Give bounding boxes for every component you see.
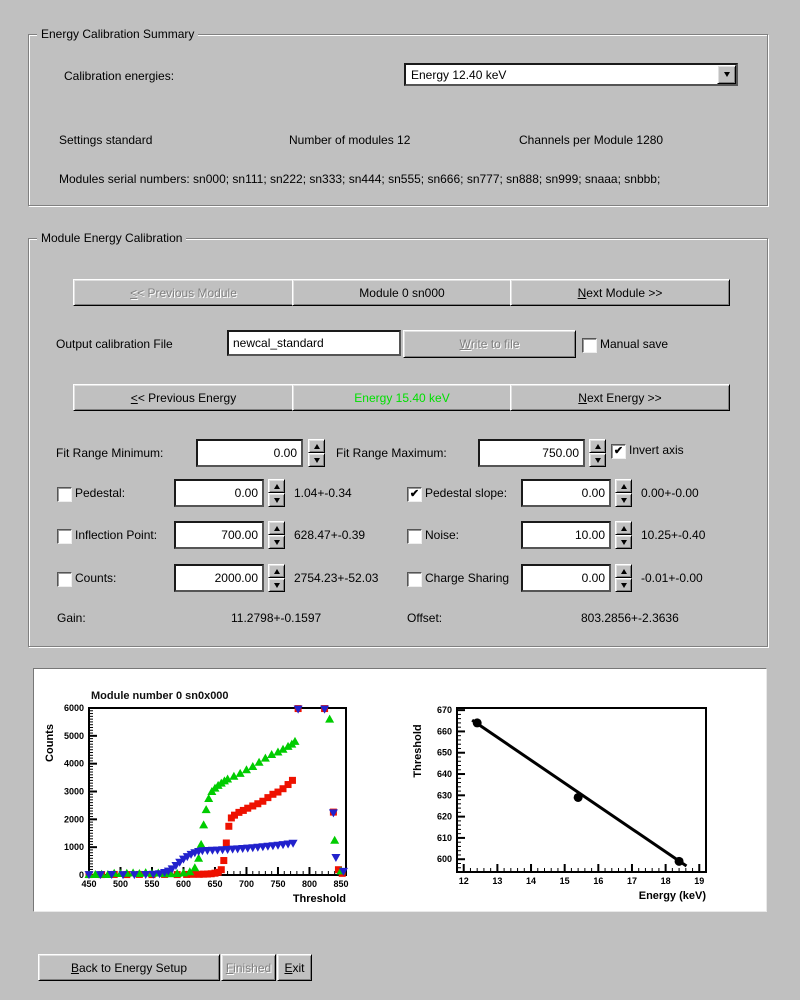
- svg-text:620: 620: [436, 811, 452, 822]
- svg-text:0: 0: [78, 870, 84, 880]
- calibration-energies-label: Calibration energies:: [64, 69, 175, 83]
- chevron-down-icon: [621, 498, 627, 503]
- spin-down-button[interactable]: [268, 493, 285, 507]
- svg-text:14: 14: [526, 876, 537, 886]
- inflection-point-result: 628.47+-0.39: [294, 528, 366, 542]
- offset-label: Offset:: [407, 611, 443, 625]
- next-module-button[interactable]: N ext Module >>: [510, 279, 730, 306]
- pedestal-slope-checkbox[interactable]: ✔: [407, 487, 422, 502]
- back-to-energy-setup-button[interactable]: B ack to Energy Setup: [38, 954, 220, 981]
- spin-down-button[interactable]: [308, 453, 325, 467]
- noise-spinner[interactable]: [615, 521, 632, 549]
- module-serial-numbers-text: Modules serial numbers: sn000; sn111; sn222; sn333; sn444; sn555; sn666; sn777; sn888; sn999; snaaa; snbbb;: [59, 172, 661, 186]
- pedestal-label: Pedestal:: [75, 486, 126, 500]
- svg-text:19: 19: [694, 876, 705, 886]
- gain-value: 11.2798+-0.1597: [231, 611, 322, 625]
- chevron-up-icon: [621, 484, 627, 489]
- svg-text:630: 630: [436, 790, 452, 801]
- charge-sharing-checkbox[interactable]: [407, 572, 422, 587]
- svg-text:Counts: Counts: [44, 724, 56, 762]
- spin-down-button[interactable]: [615, 535, 632, 549]
- exit-button[interactable]: E xit: [277, 954, 312, 981]
- chevron-down-icon: [314, 458, 320, 463]
- svg-text:800: 800: [301, 879, 317, 889]
- inflection-point-label: Inflection Point:: [75, 528, 158, 542]
- noise-input[interactable]: [521, 521, 611, 549]
- spin-up-button[interactable]: [615, 564, 632, 578]
- svg-text:2000: 2000: [63, 814, 84, 825]
- group-title: Energy Calibration Summary: [37, 27, 198, 42]
- previous-module-button: < < Previous Module: [73, 279, 294, 306]
- svg-text:450: 450: [81, 879, 97, 889]
- charge-sharing-label: Charge Sharing: [425, 571, 510, 585]
- spin-up-button[interactable]: [268, 521, 285, 535]
- svg-text:660: 660: [436, 726, 452, 737]
- write-to-file-button: W rite to file: [403, 330, 576, 358]
- chevron-up-icon: [274, 569, 280, 574]
- counts-label: Counts:: [75, 571, 117, 585]
- counts-checkbox[interactable]: [57, 572, 72, 587]
- chevron-up-icon: [621, 569, 627, 574]
- fit-range-minimum-input[interactable]: [196, 439, 303, 467]
- chevron-up-icon: [595, 444, 601, 449]
- svg-text:3000: 3000: [63, 786, 84, 797]
- spin-up-button[interactable]: [268, 564, 285, 578]
- svg-text:Energy (keV): Energy (keV): [638, 890, 706, 902]
- pedestal-checkbox[interactable]: [57, 487, 72, 502]
- svg-text:Module number 0 sn0x000: Module number 0 sn0x000: [91, 690, 229, 702]
- chevron-down-icon: [621, 583, 627, 588]
- svg-text:750: 750: [270, 879, 286, 889]
- spin-up-button[interactable]: [268, 479, 285, 493]
- chevron-down-icon: [274, 540, 280, 545]
- svg-text:550: 550: [144, 879, 160, 889]
- svg-text:600: 600: [175, 879, 192, 889]
- svg-text:650: 650: [207, 879, 223, 889]
- spin-down-button[interactable]: [615, 493, 632, 507]
- pedestal-spinner[interactable]: [268, 479, 285, 507]
- invert-axis-label: Invert axis: [629, 443, 684, 457]
- svg-text:Threshold: Threshold: [292, 893, 346, 905]
- noise-checkbox[interactable]: [407, 529, 422, 544]
- chevron-down-icon: [724, 72, 730, 77]
- chevron-down-icon: [274, 498, 280, 503]
- output-calibration-file-label: Output calibration File: [56, 337, 173, 351]
- spin-down-button[interactable]: [268, 578, 285, 592]
- spin-up-button[interactable]: [615, 521, 632, 535]
- chevron-up-icon: [621, 526, 627, 531]
- inflection-point-spinner[interactable]: [268, 521, 285, 549]
- svg-text:6000: 6000: [63, 703, 84, 713]
- manual-save-label: Manual save: [600, 337, 669, 351]
- charge-sharing-input[interactable]: [521, 564, 611, 592]
- svg-text:610: 610: [436, 832, 452, 843]
- counts-result: 2754.23+-52.03: [294, 571, 379, 585]
- svg-text:670: 670: [436, 705, 452, 716]
- svg-text:850: 850: [333, 879, 349, 889]
- svg-text:18: 18: [660, 876, 671, 886]
- number-of-modules-text: Number of modules 12: [289, 133, 411, 147]
- channels-per-module-text: Channels per Module 1280: [519, 133, 664, 147]
- spin-up-button[interactable]: [589, 439, 606, 453]
- module-energy-calibration-group: [28, 231, 768, 647]
- pedestal-result: 1.04+-0.34: [294, 486, 352, 500]
- svg-text:650: 650: [436, 747, 452, 758]
- chevron-down-icon: [595, 458, 601, 463]
- gain-label: Gain:: [57, 611, 86, 625]
- energy-calibration-summary-group: [28, 27, 768, 206]
- svg-text:13: 13: [492, 876, 503, 886]
- current-energy-button[interactable]: Energy 15.40 keV: [292, 384, 512, 411]
- svg-text:1000: 1000: [63, 842, 84, 853]
- svg-text:700: 700: [238, 879, 254, 889]
- noise-label: Noise:: [425, 528, 460, 542]
- current-module-button[interactable]: Module 0 sn000: [292, 279, 512, 306]
- manual-save-checkbox[interactable]: [582, 338, 597, 353]
- group-title: Module Energy Calibration: [37, 231, 186, 246]
- svg-text:640: 640: [436, 769, 452, 780]
- fit-range-maximum-label: Fit Range Maximum:: [336, 446, 447, 460]
- fit-range-maximum-input[interactable]: [478, 439, 585, 467]
- noise-result: 10.25+-0.40: [641, 528, 706, 542]
- pedestal-slope-label: Pedestal slope:: [425, 486, 508, 500]
- calibration-energy-value: Energy 12.40 keV: [411, 67, 507, 82]
- pedestal-input[interactable]: [174, 479, 264, 507]
- svg-text:600: 600: [436, 854, 452, 865]
- fit-range-maximum-spinner[interactable]: [589, 439, 606, 467]
- previous-energy-button[interactable]: < < Previous Energy: [73, 384, 294, 411]
- output-file-input[interactable]: [227, 330, 401, 356]
- charge-sharing-spinner[interactable]: [615, 564, 632, 592]
- inflection-point-input[interactable]: [174, 521, 264, 549]
- charge-sharing-result: -0.01+-0.00: [641, 571, 703, 585]
- fit-range-minimum-spinner[interactable]: [308, 439, 325, 467]
- spin-down-button[interactable]: [589, 453, 606, 467]
- chevron-up-icon: [274, 526, 280, 531]
- offset-value: 803.2856+-2.3636: [581, 611, 679, 625]
- pedestal-slope-spinner[interactable]: [615, 479, 632, 507]
- svg-text:Threshold: Threshold: [412, 724, 424, 778]
- chevron-down-icon: [621, 540, 627, 545]
- spin-down-button[interactable]: [268, 535, 285, 549]
- svg-text:16: 16: [593, 876, 604, 886]
- spin-down-button[interactable]: [615, 578, 632, 592]
- settings-text: Settings standard: [59, 133, 153, 147]
- counts-spinner[interactable]: [268, 564, 285, 592]
- svg-text:17: 17: [626, 876, 637, 886]
- svg-text:12: 12: [458, 876, 469, 886]
- counts-input[interactable]: [174, 564, 264, 592]
- fit-range-minimum-label: Fit Range Minimum:: [56, 446, 164, 460]
- svg-text:15: 15: [559, 876, 570, 886]
- plots-panel: [33, 668, 767, 912]
- next-energy-button[interactable]: N ext Energy >>: [510, 384, 730, 411]
- chevron-up-icon: [274, 484, 280, 489]
- plots-canvas: [34, 669, 766, 911]
- spin-up-button[interactable]: [308, 439, 325, 453]
- pedestal-slope-input[interactable]: [521, 479, 611, 507]
- finished-button: F inished: [221, 954, 276, 981]
- svg-text:4000: 4000: [63, 758, 84, 769]
- calibration-energy-dropdown[interactable]: [404, 63, 738, 86]
- inflection-point-checkbox[interactable]: [57, 529, 72, 544]
- chevron-down-icon: [274, 583, 280, 588]
- invert-axis-checkbox[interactable]: ✔: [611, 444, 626, 459]
- pedestal-slope-result: 0.00+-0.00: [641, 486, 699, 500]
- svg-text:500: 500: [112, 879, 129, 889]
- svg-text:5000: 5000: [63, 730, 84, 741]
- dropdown-arrow-button[interactable]: [717, 65, 736, 84]
- chevron-up-icon: [314, 444, 320, 449]
- spin-up-button[interactable]: [615, 479, 632, 493]
